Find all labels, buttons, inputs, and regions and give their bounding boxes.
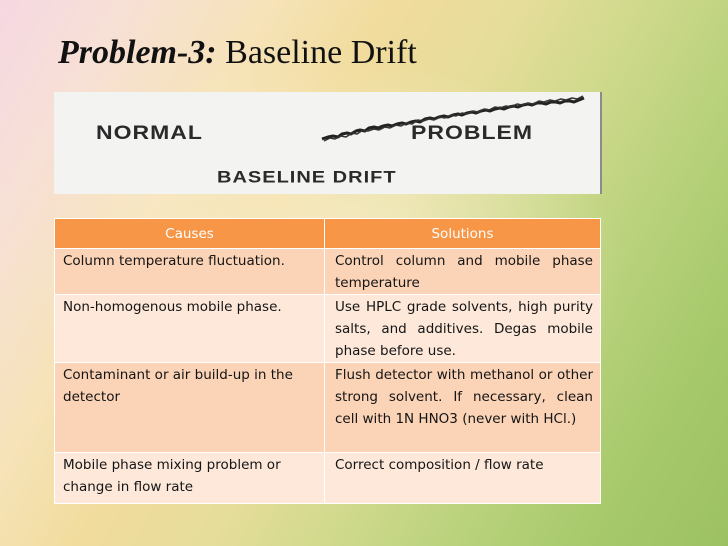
solution-cell: Correct composition / flow rate <box>325 453 601 504</box>
table-row <box>55 249 601 295</box>
causes-header: Causes <box>55 219 325 249</box>
solution-cell: Control column and mobile phase temperature <box>325 249 601 295</box>
cause-cell: Contaminant or air build-up in the detector <box>55 363 325 453</box>
cause-cell: Mobile phase mixing problem or change in flow rate <box>55 453 325 504</box>
causes-solutions-table <box>54 218 601 504</box>
cause-cell: Non-homogenous mobile phase. <box>55 295 325 363</box>
solution-cell: Use HPLC grade solvents, high purity salts, and additives. Degas mobile phase before use. <box>325 295 601 363</box>
baseline-drift-caption: BASELINE DRIFT <box>217 168 397 187</box>
slide-title <box>58 34 417 72</box>
title-text: Baseline Drift <box>225 34 417 71</box>
table-row <box>55 363 601 453</box>
table-row <box>55 453 601 504</box>
table-header-row <box>55 219 601 249</box>
table-row <box>55 295 601 363</box>
title-prefix: Problem-3: <box>58 34 217 71</box>
cause-cell: Column temperature fluctuation. <box>55 249 325 295</box>
normal-label: NORMAL <box>96 121 203 144</box>
problem-label: PROBLEM <box>411 121 533 144</box>
baseline-drift-figure <box>54 92 602 194</box>
solutions-header: Solutions <box>325 219 601 249</box>
solution-cell: Flush detector with methanol or other strong solvent. If necessary, clean cell with 1N HNO3 (never with HCl.) <box>325 363 601 453</box>
